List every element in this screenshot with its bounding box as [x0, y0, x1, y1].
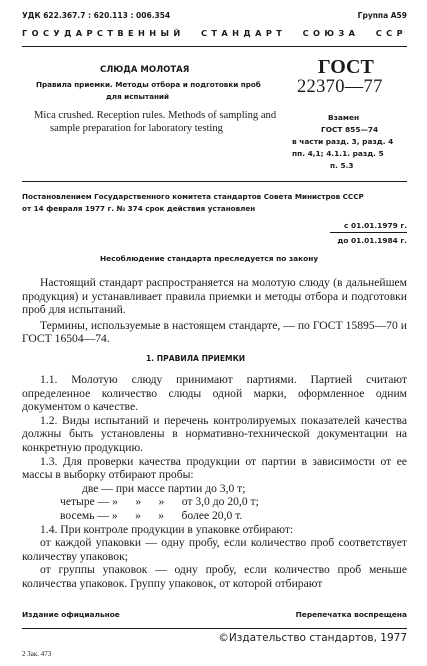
law-notice: Несоблюдение стандарта преследуется по закону	[100, 254, 319, 263]
replaces-points: пп. 4,1; 4.1.1. разд. 5	[292, 149, 384, 158]
section-title: 1. ПРАВИЛА ПРИЕМКИ	[146, 354, 246, 363]
clause-1-3: 1.3. Для проверки качества продукции от партии в зависимости от ее массы в выборку отбирают пробы:	[22, 454, 407, 482]
header-divider	[22, 46, 407, 47]
validity-to: до 01.01.1984 г.	[337, 236, 407, 245]
validity-underline	[330, 232, 407, 233]
replaces-item: п. 5.3	[330, 161, 354, 170]
list-item-two: две — при массе партии до 3,0 т;	[82, 481, 246, 495]
standard-subtitle-line2: для испытаний	[106, 92, 170, 101]
group-code: Группа А59	[357, 11, 407, 20]
clause-1-2: 1.2. Виды испытаний и перечень контролируемых показателей качества должны быть установлены в нормативно-технической документации на конкретную продукцию.	[22, 413, 407, 454]
list-item-eight: восемь — » » » более 20,0 т.	[60, 508, 243, 522]
gost-label: ГОСТ	[318, 56, 374, 78]
udk-code: УДК 622.367.7 : 620.113 : 006.354	[22, 11, 171, 20]
standard-subtitle-line1: Правила приемки. Методы отбора и подготовки проб	[36, 80, 261, 89]
state-standard-banner: ГОСУДАРСТВЕННЫЙ СТАНДАРТ СОЮЗА ССР	[22, 28, 407, 38]
terms-paragraph: Термины, используемые в настоящем стандарте, — по ГОСТ 15895—70 и ГОСТ 16504—74.	[22, 318, 407, 346]
english-title-line2: sample preparation for laboratory testing	[50, 123, 223, 134]
gost-number: 22370—77	[297, 77, 383, 97]
decree-line1: Постановлением Государственного комитета стандартов Совета Министров СССР	[22, 192, 364, 201]
clause-1-4: 1.4. При контроле продукции в упаковке отбирают:	[40, 522, 294, 536]
body-intro	[22, 276, 407, 346]
title-divider	[22, 181, 407, 182]
publisher-copyright: ©Издательство стандартов, 1977	[218, 632, 407, 644]
english-title-line1: Mica crushed. Reception rules. Methods of sampling and	[34, 110, 277, 121]
decree-line2: от 14 февраля 1977 г. № 374 срок действия установлен	[22, 204, 256, 213]
intro-paragraph: Настоящий стандарт распространяется на молотую слюду (в дальнейшем продукция) и устанавливает правила приемки и методы отбора и подготовки проб для испытаний.	[22, 276, 407, 317]
validity-from: с 01.01.1979 г.	[344, 221, 407, 230]
list-item-four: четыре — » » » от 3,0 до 20,0 т;	[60, 495, 259, 509]
replaces-label: Взамен	[328, 113, 360, 122]
print-order-mark: 2 Зак. 473	[22, 650, 52, 658]
clause-1-4-group: от группы упаковок — одну пробу, если количество проб меньше количества упаковок. Группу упаковок, от которой отбирают	[22, 563, 407, 590]
replaces-sections: в части разд. 3, разд. 4	[292, 137, 394, 146]
clause-1-1: 1.1. Молотую слюду принимают партиями. Партией считают определенное количество слюды одной марки, оформленное одним документом о качестве.	[22, 373, 407, 414]
reprint-prohibited: Перепечатка воспрещена	[295, 610, 407, 619]
official-edition: Издание официальное	[22, 610, 120, 619]
footer-divider	[22, 628, 407, 629]
body-section-1	[22, 373, 407, 591]
replaces-gost: ГОСТ 855—74	[321, 125, 379, 134]
standard-title: СЛЮДА МОЛОТАЯ	[100, 65, 190, 75]
clause-1-4-each: от каждой упаковки — одну пробу, если количество проб соответствует количеству упаковок;	[22, 536, 407, 563]
